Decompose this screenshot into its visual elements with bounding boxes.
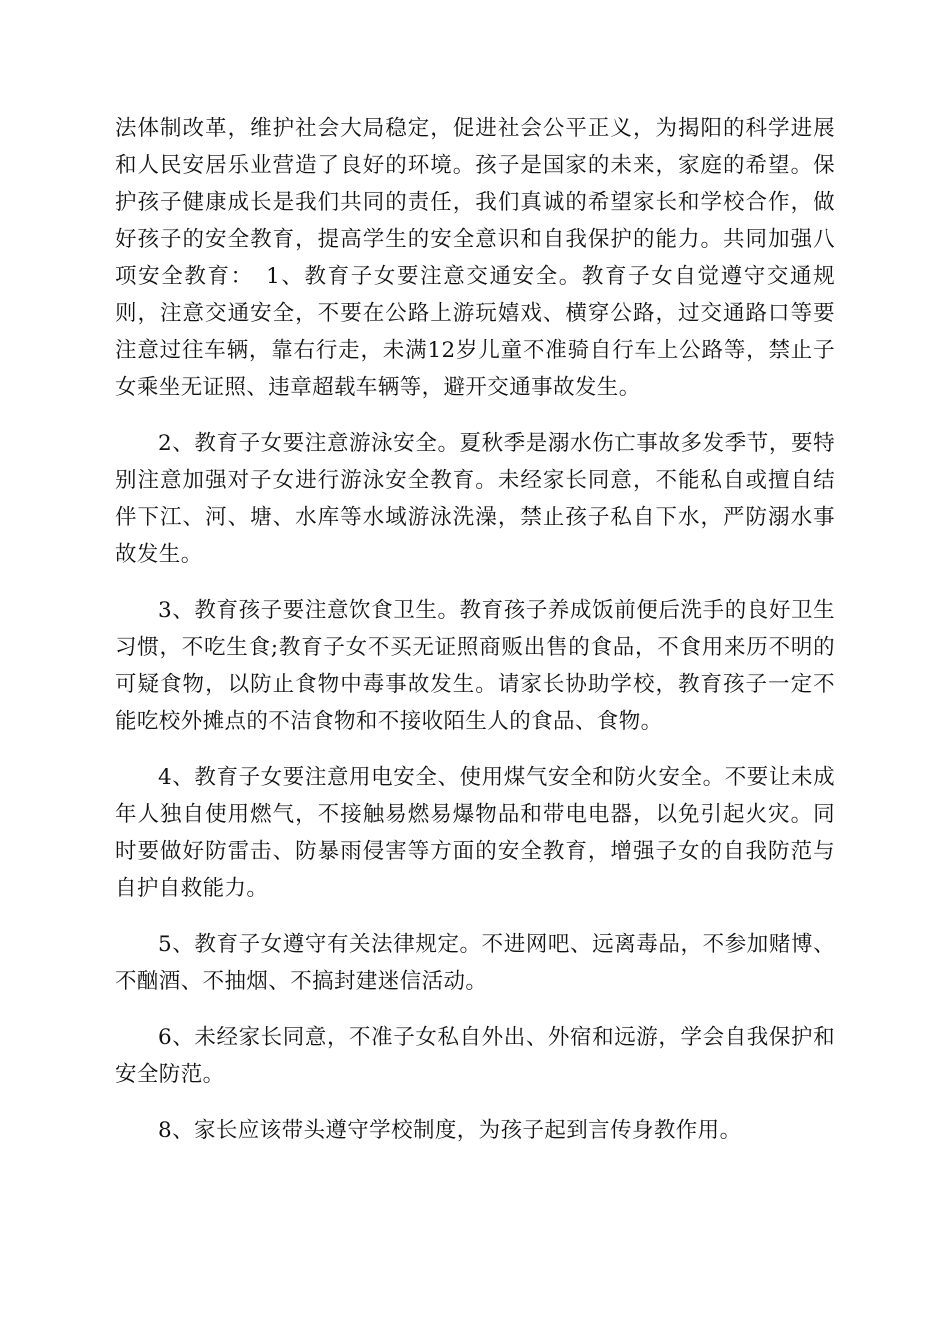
document-page <box>115 110 835 1168</box>
paragraph-swimming-safety: 2、教育子女要注意游泳安全。夏秋季是溺水伤亡事故多发季节，要特别注意加强对子女进行游泳安全教育。未经家长同意，不能私自或擅自结伴下江、河、塘、水库等水域游泳洗澡，禁止孩子私自下水，严防溺水事故发生。 <box>115 431 835 567</box>
paragraph-food-hygiene: 3、教育孩子要注意饮食卫生。教育孩子养成饭前便后洗手的良好卫生习惯，不吃生食;教育子女不买无证照商贩出售的食品，不食用来历不明的可疑食物，以防止食物中毒事故发生。请家长协助学校，教育孩子一定不能吃校外摊点的不洁食物和不接收陌生人的食品、食物。 <box>115 598 835 734</box>
paragraph-intro: 法体制改革，维护社会大局稳定，促进社会公平正义，为揭阳的科学进展和人民安居乐业营造了良好的环境。孩子是国家的未来，家庭的希望。保护孩子健康成长是我们共同的责任，我们真诚的希望家长和学校合作，做好孩子的安全教育，提高学生的安全意识和自我保护的能力。共同加强八项安全教育： 1、教育子女要注意交通安全。教育子女自觉遵守交通规则，注意交通安全，不要在公路上游玩嬉戏、横穿公路，过交通路口等要注意过往车辆，靠右行走，未满12岁儿童不准骑自行车上公路等，禁止子女乘坐无证照、违章超载车辆等，避开交通事故发生。 <box>115 116 835 400</box>
paragraph-law-compliance: 5、教育子女遵守有关法律规定。不进网吧、远离毒品，不参加赌博、不酗酒、不抽烟、不搞封建迷信活动。 <box>115 932 835 994</box>
paragraph-electric-fire-safety: 4、教育子女要注意用电安全、使用煤气安全和防火安全。不要让未成年人独自使用燃气，不接触易燃易爆物品和带电电器，以免引起火灾。同时要做好防雷击、防暴雨侵害等方面的安全教育，增强子女的自我防范与自护自救能力。 <box>115 765 835 901</box>
paragraph-parent-role-model: 8、家长应该带头遵守学校制度，为孩子起到言传身教作用。 <box>158 1118 742 1143</box>
paragraph-outing-permission: 6、未经家长同意，不准子女私自外出、外宿和远游，学会自我保护和安全防范。 <box>115 1025 835 1087</box>
